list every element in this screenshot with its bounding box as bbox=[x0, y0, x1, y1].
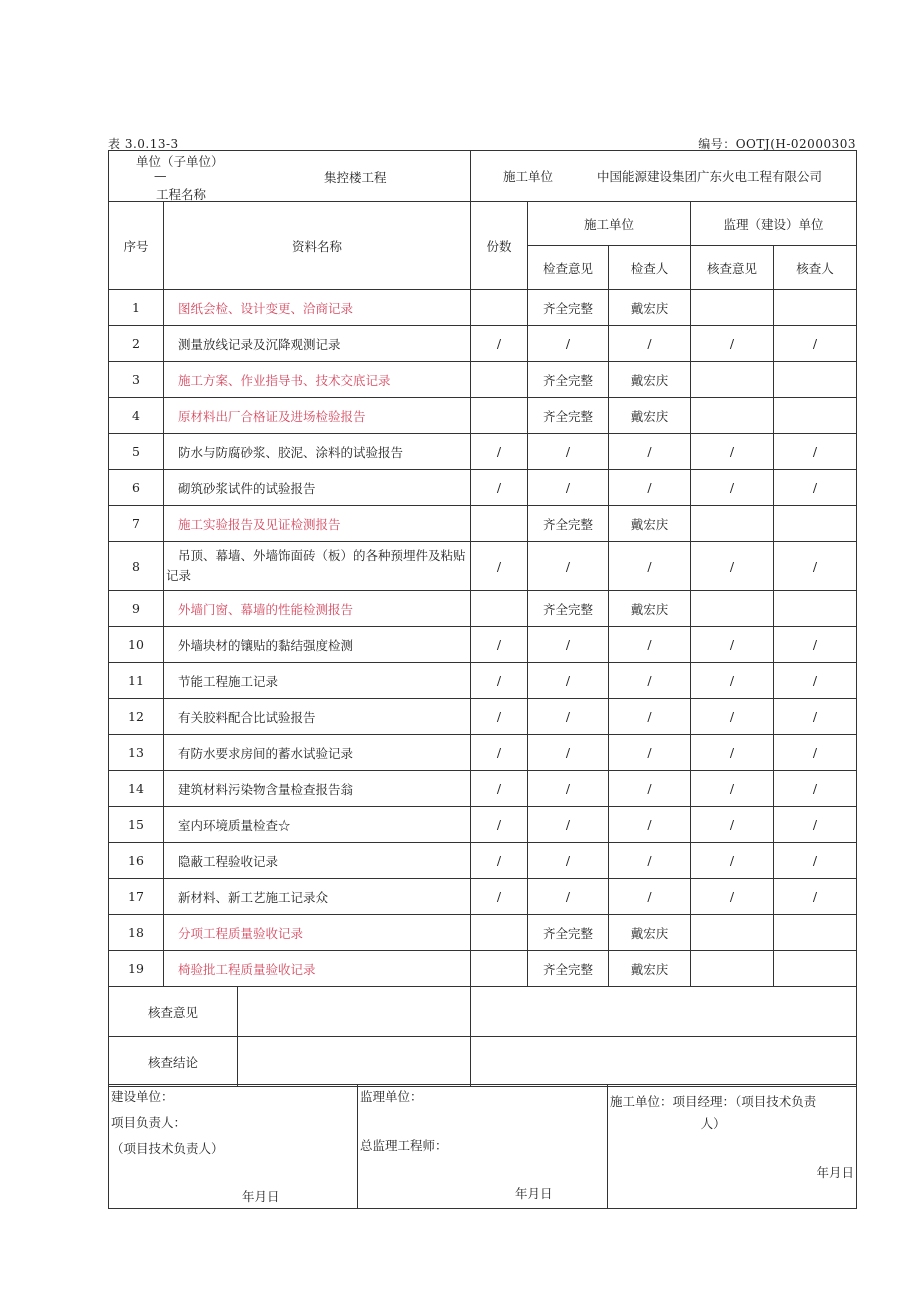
row-check-opinion: / bbox=[528, 434, 609, 470]
row-doc-name: 防水与防腐砂浆、胶泥、涂料的试验报告 bbox=[164, 434, 471, 470]
row-doc-name: 隐蔽工程验收记录 bbox=[164, 843, 471, 879]
row-checker: / bbox=[609, 699, 691, 735]
row-doc-name: 施工方案、作业指导书、技术交底记录 bbox=[164, 362, 471, 398]
col-check-opinion: 检查意见 bbox=[528, 246, 609, 290]
row-checker: 戴宏庆 bbox=[609, 915, 691, 951]
col-verify-opinion: 核查意见 bbox=[691, 246, 774, 290]
row-doc-name: 测量放线记录及沉降观测记录 bbox=[164, 326, 471, 362]
row-checker: / bbox=[609, 627, 691, 663]
row-no: 8 bbox=[109, 542, 164, 591]
row-checker: / bbox=[609, 807, 691, 843]
row-doc-name: 有关胶料配合比试验报告 bbox=[164, 699, 471, 735]
table-row bbox=[109, 591, 857, 627]
row-verifier bbox=[774, 915, 857, 951]
row-copies: / bbox=[471, 663, 528, 699]
row-no: 19 bbox=[109, 951, 164, 987]
col-construction-unit: 施工单位 bbox=[528, 202, 691, 246]
row-copies: / bbox=[471, 699, 528, 735]
owner-unit-label: 建设单位： bbox=[111, 1089, 174, 1104]
owner-signature-cell bbox=[109, 1085, 358, 1209]
row-verify-opinion bbox=[691, 951, 774, 987]
review-opinion-value bbox=[238, 987, 470, 1036]
owner-date: 年月日 bbox=[242, 1189, 280, 1204]
row-verify-opinion: / bbox=[691, 771, 774, 807]
unit-label-line2: 工程名称 bbox=[156, 187, 207, 202]
row-checker: 戴宏庆 bbox=[609, 506, 691, 542]
row-check-opinion: 齐全完整 bbox=[528, 362, 609, 398]
row-verifier bbox=[774, 362, 857, 398]
row-verify-opinion: / bbox=[691, 542, 774, 591]
row-copies: / bbox=[471, 326, 528, 362]
row-doc-name: 新材料、新工艺施工记录众 bbox=[164, 879, 471, 915]
project-info-row bbox=[109, 151, 857, 202]
contractor-signature-cell bbox=[608, 1085, 857, 1209]
row-doc-name: 节能工程施工记录 bbox=[164, 663, 471, 699]
table-row bbox=[109, 470, 857, 506]
row-verifier: / bbox=[774, 434, 857, 470]
row-verify-opinion: / bbox=[691, 326, 774, 362]
row-checker: / bbox=[609, 843, 691, 879]
row-copies: / bbox=[471, 879, 528, 915]
col-supervision-unit: 监理（建设）单位 bbox=[691, 202, 857, 246]
form-code: 表 3.0.13-3 bbox=[108, 137, 179, 151]
owner-pm-label: 项目负责人： bbox=[111, 1115, 187, 1130]
row-no: 6 bbox=[109, 470, 164, 506]
review-conclusion-label: 核查结论 bbox=[109, 1037, 238, 1086]
row-copies: / bbox=[471, 771, 528, 807]
row-doc-name: 施工实验报告及见证检测报告 bbox=[164, 506, 471, 542]
review-conclusion-row bbox=[109, 1037, 857, 1087]
row-verify-opinion: / bbox=[691, 699, 774, 735]
row-check-opinion: / bbox=[528, 843, 609, 879]
row-verifier: / bbox=[774, 879, 857, 915]
col-doc-name: 资料名称 bbox=[164, 202, 471, 290]
row-no: 13 bbox=[109, 735, 164, 771]
table-row bbox=[109, 771, 857, 807]
row-no: 10 bbox=[109, 627, 164, 663]
chief-supervisor-label: 总监理工程师： bbox=[360, 1138, 448, 1153]
row-no: 14 bbox=[109, 771, 164, 807]
row-checker: 戴宏庆 bbox=[609, 290, 691, 326]
row-copies bbox=[471, 506, 528, 542]
row-verifier bbox=[774, 398, 857, 434]
row-verify-opinion: / bbox=[691, 434, 774, 470]
supervision-signature-cell bbox=[358, 1085, 608, 1209]
row-verify-opinion bbox=[691, 362, 774, 398]
owner-tech-label: （项目技术负责人） bbox=[111, 1141, 224, 1156]
row-doc-name: 外墙门窗、幕墙的性能检测报告 bbox=[164, 591, 471, 627]
col-verifier: 核查人 bbox=[774, 246, 857, 290]
unit-label-dash: — bbox=[154, 168, 167, 183]
row-copies bbox=[471, 951, 528, 987]
row-verify-opinion bbox=[691, 591, 774, 627]
row-verifier: / bbox=[774, 843, 857, 879]
row-checker: / bbox=[609, 434, 691, 470]
row-copies: / bbox=[471, 434, 528, 470]
row-copies: / bbox=[471, 735, 528, 771]
row-verifier bbox=[774, 951, 857, 987]
row-copies: / bbox=[471, 470, 528, 506]
row-verify-opinion: / bbox=[691, 735, 774, 771]
row-verify-opinion bbox=[691, 398, 774, 434]
review-conclusion-value bbox=[238, 1037, 470, 1086]
row-doc-name: 建筑材料污染物含量检查报告翁 bbox=[164, 771, 471, 807]
table-row bbox=[109, 843, 857, 879]
row-verify-opinion: / bbox=[691, 663, 774, 699]
row-no: 7 bbox=[109, 506, 164, 542]
project-name: 集控楼工程 bbox=[324, 170, 387, 185]
construction-unit-name: 中国能源建设集团广东火电工程有限公司 bbox=[596, 169, 822, 184]
row-checker: / bbox=[609, 542, 691, 591]
contractor-label-line2: 人） bbox=[700, 1116, 726, 1131]
row-verify-opinion: / bbox=[691, 807, 774, 843]
row-doc-name: 室内环境质量检查☆ bbox=[164, 807, 471, 843]
row-checker: / bbox=[609, 879, 691, 915]
row-check-opinion: / bbox=[528, 735, 609, 771]
unit-label-line1: 单位（子单位） bbox=[136, 154, 224, 169]
table-row bbox=[109, 663, 857, 699]
row-no: 9 bbox=[109, 591, 164, 627]
construction-unit-label: 施工单位 bbox=[503, 169, 554, 184]
row-verify-opinion bbox=[691, 290, 774, 326]
row-verify-opinion bbox=[691, 915, 774, 951]
row-check-opinion: 齐全完整 bbox=[528, 290, 609, 326]
contractor-date: 年月日 bbox=[816, 1165, 854, 1180]
row-verifier: / bbox=[774, 663, 857, 699]
contractor-label-line1: 施工单位：项目经理：（项目技术负责 bbox=[610, 1094, 817, 1109]
row-check-opinion: 齐全完整 bbox=[528, 506, 609, 542]
document-number: 编号：OOTJ(H-02000303 bbox=[698, 137, 856, 151]
row-verify-opinion: / bbox=[691, 470, 774, 506]
row-checker: / bbox=[609, 470, 691, 506]
inspection-table bbox=[108, 150, 857, 1087]
table-row bbox=[109, 434, 857, 470]
row-checker: 戴宏庆 bbox=[609, 951, 691, 987]
row-no: 18 bbox=[109, 915, 164, 951]
row-copies: / bbox=[471, 807, 528, 843]
table-row bbox=[109, 699, 857, 735]
table-row bbox=[109, 362, 857, 398]
row-check-opinion: / bbox=[528, 542, 609, 591]
row-no: 12 bbox=[109, 699, 164, 735]
row-copies bbox=[471, 591, 528, 627]
row-copies bbox=[471, 398, 528, 434]
row-doc-name: 吊顶、幕墙、外墙饰面砖（板）的各种预埋件及粘贴记录 bbox=[164, 542, 471, 591]
row-verify-opinion: / bbox=[691, 843, 774, 879]
row-doc-name: 原材料出厂合格证及进场检验报告 bbox=[164, 398, 471, 434]
signature-table bbox=[108, 1084, 857, 1209]
contractor-label bbox=[610, 1091, 816, 1135]
row-doc-name: 椅验批工程质量验收记录 bbox=[164, 951, 471, 987]
row-check-opinion: / bbox=[528, 663, 609, 699]
row-doc-name: 砌筑砂浆试件的试验报告 bbox=[164, 470, 471, 506]
row-copies bbox=[471, 290, 528, 326]
row-verify-opinion: / bbox=[691, 879, 774, 915]
row-copies bbox=[471, 915, 528, 951]
row-verifier: / bbox=[774, 735, 857, 771]
row-no: 1 bbox=[109, 290, 164, 326]
row-no: 3 bbox=[109, 362, 164, 398]
row-doc-name: 图纸会检、设计变更、洽商记录 bbox=[164, 290, 471, 326]
row-check-opinion: 齐全完整 bbox=[528, 591, 609, 627]
table-row bbox=[109, 915, 857, 951]
row-copies bbox=[471, 362, 528, 398]
row-check-opinion: / bbox=[528, 627, 609, 663]
row-no: 17 bbox=[109, 879, 164, 915]
table-row bbox=[109, 542, 857, 591]
table-row bbox=[109, 290, 857, 326]
row-checker: / bbox=[609, 663, 691, 699]
review-opinion-row bbox=[109, 987, 857, 1037]
row-verifier: / bbox=[774, 627, 857, 663]
table-row bbox=[109, 879, 857, 915]
row-verify-opinion: / bbox=[691, 627, 774, 663]
row-check-opinion: / bbox=[528, 699, 609, 735]
row-verifier: / bbox=[774, 771, 857, 807]
row-copies: / bbox=[471, 843, 528, 879]
row-copies: / bbox=[471, 627, 528, 663]
row-check-opinion: / bbox=[528, 470, 609, 506]
row-check-opinion: / bbox=[528, 771, 609, 807]
table-row bbox=[109, 735, 857, 771]
row-verifier: / bbox=[774, 807, 857, 843]
document-rows bbox=[109, 290, 857, 987]
row-verifier bbox=[774, 290, 857, 326]
row-check-opinion: 齐全完整 bbox=[528, 915, 609, 951]
row-doc-name: 分项工程质量验收记录 bbox=[164, 915, 471, 951]
column-header-row bbox=[109, 202, 857, 246]
row-verifier: / bbox=[774, 699, 857, 735]
supervision-date: 年月日 bbox=[515, 1186, 553, 1201]
col-copies: 份数 bbox=[471, 202, 528, 290]
row-doc-name: 有防水要求房间的蓄水试验记录 bbox=[164, 735, 471, 771]
row-no: 15 bbox=[109, 807, 164, 843]
row-no: 5 bbox=[109, 434, 164, 470]
row-verifier: / bbox=[774, 326, 857, 362]
row-check-opinion: 齐全完整 bbox=[528, 951, 609, 987]
row-copies: / bbox=[471, 542, 528, 591]
row-check-opinion: / bbox=[528, 807, 609, 843]
unit-label-block bbox=[109, 151, 470, 201]
row-checker: / bbox=[609, 735, 691, 771]
row-checker: 戴宏庆 bbox=[609, 362, 691, 398]
row-no: 11 bbox=[109, 663, 164, 699]
table-row bbox=[109, 398, 857, 434]
row-checker: / bbox=[609, 771, 691, 807]
row-verifier: / bbox=[774, 470, 857, 506]
review-opinion-label: 核查意见 bbox=[109, 987, 238, 1036]
row-check-opinion: 齐全完整 bbox=[528, 398, 609, 434]
row-no: 16 bbox=[109, 843, 164, 879]
table-row bbox=[109, 627, 857, 663]
col-checker: 检查人 bbox=[609, 246, 691, 290]
row-verifier bbox=[774, 591, 857, 627]
col-seq: 序号 bbox=[109, 202, 164, 290]
row-no: 2 bbox=[109, 326, 164, 362]
row-checker: 戴宏庆 bbox=[609, 398, 691, 434]
row-no: 4 bbox=[109, 398, 164, 434]
row-checker: 戴宏庆 bbox=[609, 591, 691, 627]
table-row bbox=[109, 506, 857, 542]
row-check-opinion: / bbox=[528, 879, 609, 915]
row-check-opinion: / bbox=[528, 326, 609, 362]
row-doc-name: 外墙块材的镶贴的黏结强度检测 bbox=[164, 627, 471, 663]
row-verify-opinion bbox=[691, 506, 774, 542]
row-verifier: / bbox=[774, 542, 857, 591]
row-verifier bbox=[774, 506, 857, 542]
row-checker: / bbox=[609, 326, 691, 362]
table-row bbox=[109, 951, 857, 987]
table-row bbox=[109, 326, 857, 362]
supervision-unit-label: 监理单位： bbox=[360, 1089, 423, 1104]
table-row bbox=[109, 807, 857, 843]
